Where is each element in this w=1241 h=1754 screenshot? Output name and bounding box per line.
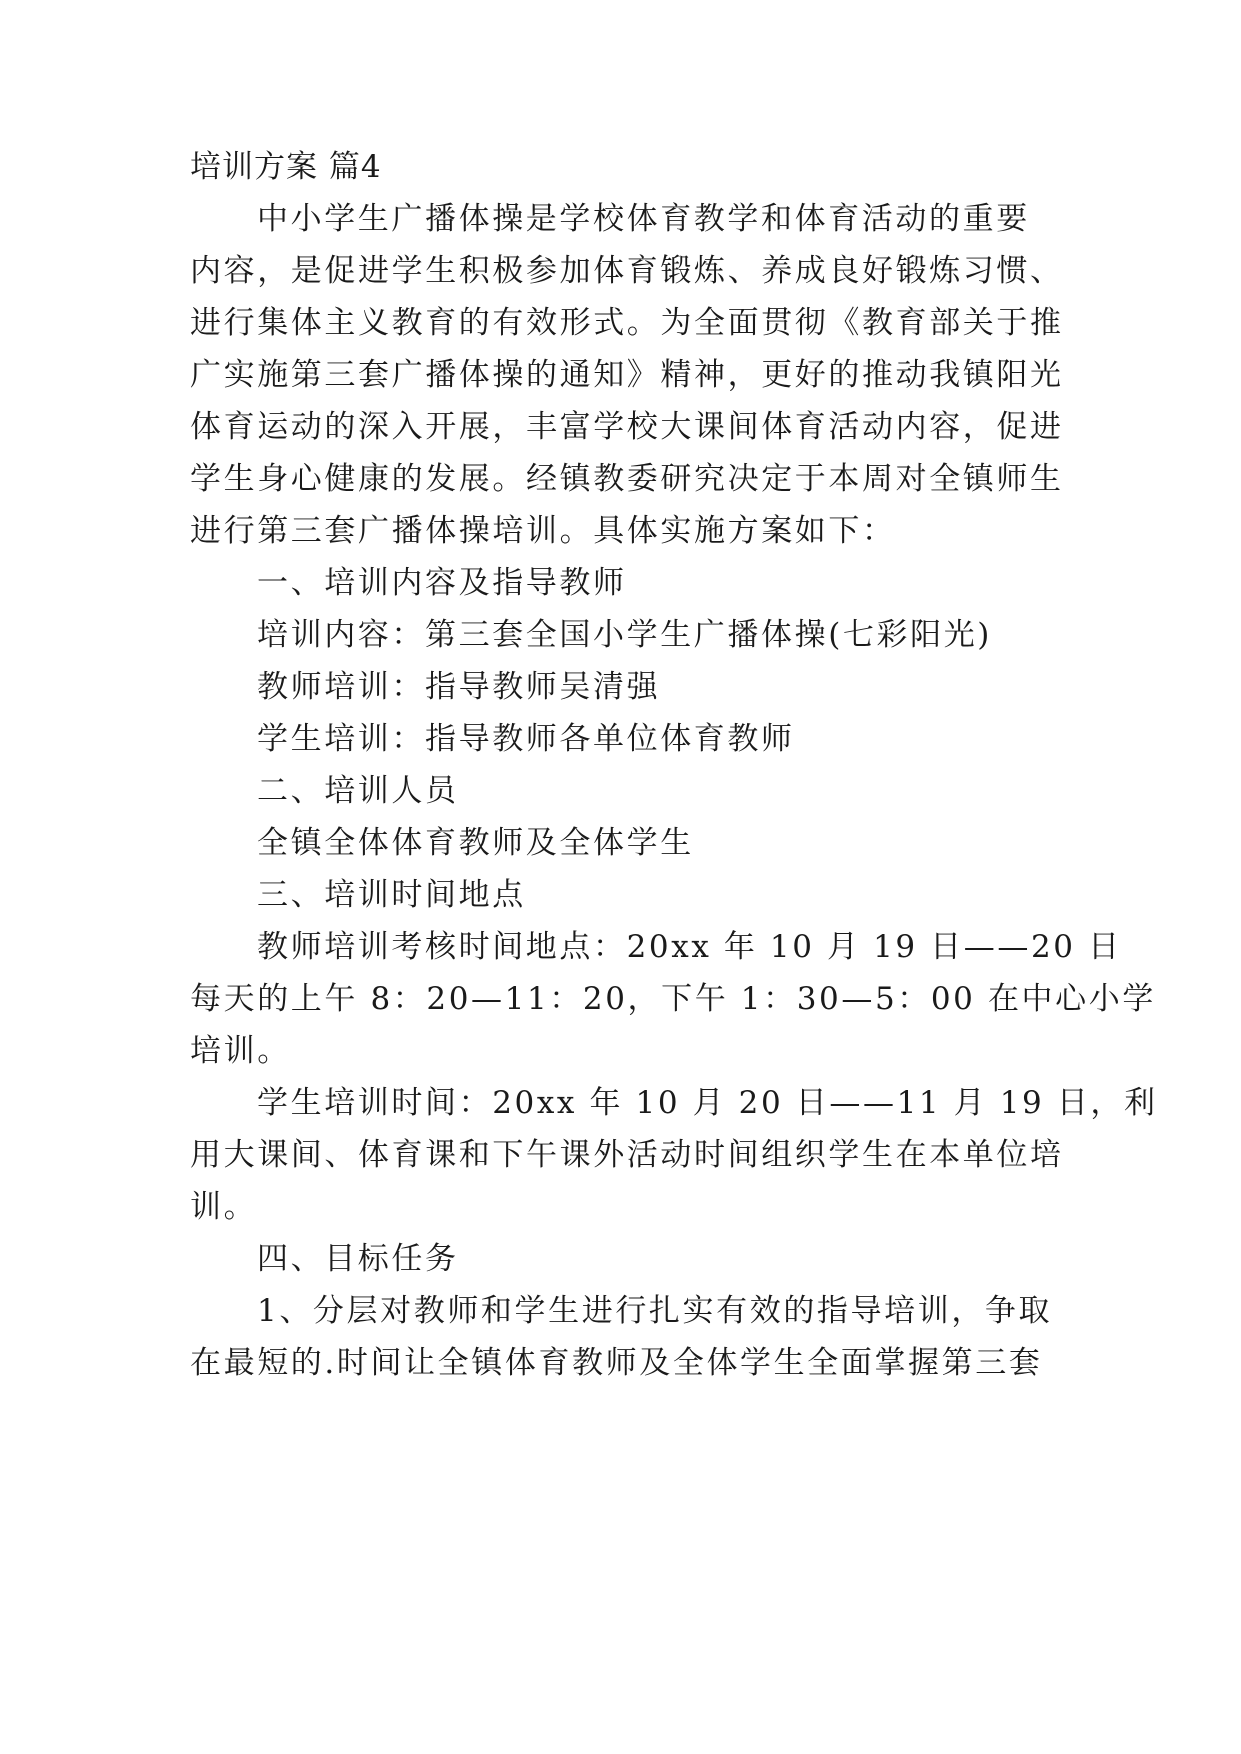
paragraph-line: 用大课间、体育课和下午课外活动时间组织学生在本单位培 <box>190 1137 1064 1173</box>
paragraph-line: 教师培训：指导教师吴清强 <box>257 669 661 705</box>
paragraph-line: 广实施第三套广播体操的通知》精神，更好的推动我镇阳光 <box>190 357 1064 393</box>
subsection-heading: 二、培训人员 <box>257 773 459 809</box>
section-title: 培训方案 篇4 <box>190 149 382 185</box>
paragraph-line: 进行第三套广播体操培训。具体实施方案如下： <box>190 513 896 549</box>
paragraph-line: 内容，是促进学生积极参加体育锻炼、养成良好锻炼习惯、 <box>190 253 1064 289</box>
paragraph-line: 教师培训考核时间地点：20xx 年 10 月 19 日——20 日 <box>257 929 1122 965</box>
paragraph-line: 训。 <box>190 1189 258 1225</box>
paragraph-line: 全镇全体体育教师及全体学生 <box>257 825 694 861</box>
paragraph-line: 进行集体主义教育的有效形式。为全面贯彻《教育部关于推 <box>190 305 1064 341</box>
paragraph-line: 体育运动的深入开展，丰富学校大课间体育活动内容，促进 <box>190 409 1064 445</box>
paragraph-line: 学生培训：指导教师各单位体育教师 <box>257 721 795 757</box>
paragraph-line: 1、分层对教师和学生进行扎实有效的指导培训，争取 <box>257 1293 1053 1329</box>
paragraph-line: 在最短的.时间让全镇体育教师及全体学生全面掌握第三套 <box>190 1345 1043 1381</box>
paragraph-line: 培训内容：第三套全国小学生广播体操(七彩阳光) <box>257 617 992 653</box>
subsection-heading: 四、目标任务 <box>257 1241 459 1277</box>
paragraph-line: 培训。 <box>190 1033 291 1069</box>
paragraph-line: 学生培训时间：20xx 年 10 月 20 日——11 月 19 日，利 <box>257 1085 1158 1121</box>
paragraph-line: 每天的上午 8：20—11：20，下午 1：30—5：00 在中心小学 <box>190 981 1156 1017</box>
subsection-heading: 三、培训时间地点 <box>257 877 526 913</box>
subsection-heading: 一、培训内容及指导教师 <box>257 565 627 601</box>
paragraph-line: 中小学生广播体操是学校体育教学和体育活动的重要 <box>257 201 1030 237</box>
paragraph-line: 学生身心健康的发展。经镇教委研究决定于本周对全镇师生 <box>190 461 1064 497</box>
